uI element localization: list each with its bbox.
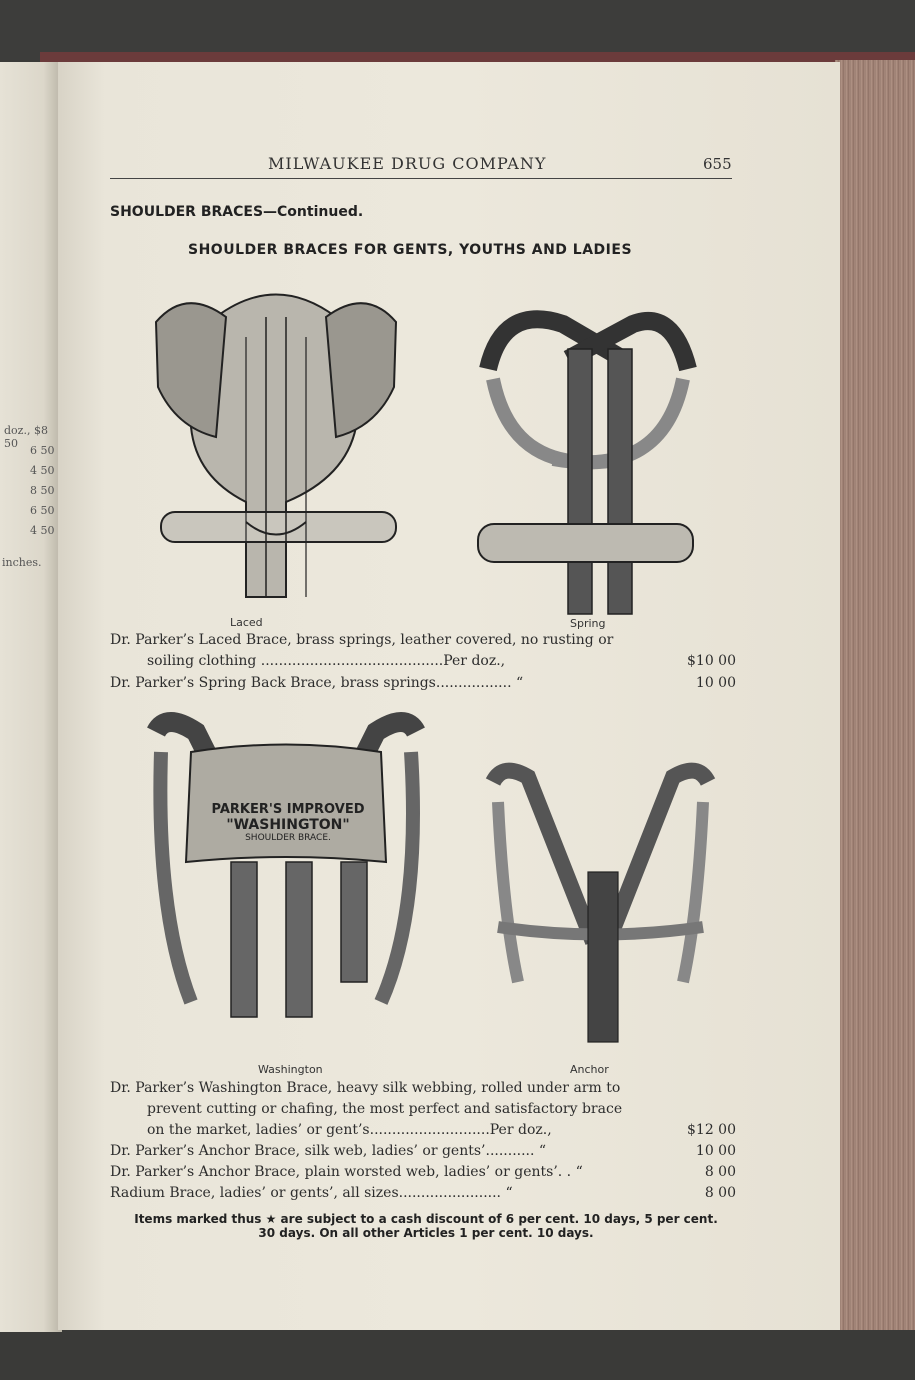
radium-brace-desc: Radium Brace, ladies’ or gents’, all sizes....................... “: [110, 1185, 513, 1201]
anchor-worsted-brace-desc: Dr. Parker’s Anchor Brace, plain worsted web, ladies’ or gents’. . “: [110, 1164, 583, 1180]
left-frag-2: 6 50: [30, 444, 55, 457]
running-header-title: MILWAUKEE DRUG COMPANY: [268, 154, 547, 173]
left-frag-3: 4 50: [30, 464, 55, 477]
washington-plate-line3: SHOULDER BRACE.: [245, 833, 331, 843]
anchor-silk-brace-desc: Dr. Parker’s Anchor Brace, silk web, ladies’ or gents’........... “: [110, 1143, 547, 1159]
discount-footnote: [110, 1212, 742, 1240]
anchor-silk-brace-price: 10 00: [695, 1143, 736, 1159]
left-frag-7: inches.: [2, 556, 42, 569]
discount-footnote-line1: Items marked thus ★ are subject to a cash discount of 6 per cent. 10 days, 5 per cent.: [134, 1212, 718, 1226]
catalog-page: [58, 62, 840, 1330]
page-number: 655: [703, 155, 732, 173]
anchor-worsted-brace-price: 8 00: [704, 1164, 736, 1180]
washington-plate-line2: "WASHINGTON": [226, 817, 350, 833]
laced-brace-illustration: [146, 277, 406, 612]
discount-footnote-line2: 30 days. On all other Articles 1 per cent. 10 days.: [258, 1226, 594, 1240]
scan-background: [0, 0, 915, 60]
washington-brace-desc-line2: prevent cutting or chafing, the most perfect and satisfactory brace: [147, 1101, 623, 1117]
book-page-edges: [835, 60, 915, 1330]
washington-brace-price: $12 00: [687, 1122, 736, 1138]
laced-brace-desc-line2: soiling clothing .........................................Per doz.,: [147, 653, 506, 669]
anchor-caption: Anchor: [570, 1063, 609, 1076]
washington-brace-desc-line1: Dr. Parker’s Washington Brace, heavy silk webbing, rolled under arm to: [110, 1080, 621, 1096]
laced-brace-price: $10 00: [687, 653, 736, 669]
laced-brace-desc-line1: Dr. Parker’s Laced Brace, brass springs, leather covered, no rusting or: [110, 632, 614, 648]
laced-caption: Laced: [230, 616, 263, 629]
washington-brace-illustration: [136, 712, 436, 1064]
spring-caption: Spring: [570, 617, 606, 630]
left-frag-4: 8 50: [30, 484, 55, 497]
radium-brace-price: 8 00: [704, 1185, 736, 1201]
spring-brace-desc: Dr. Parker’s Spring Back Brace, brass springs................. “: [110, 675, 524, 691]
header-rule: [110, 178, 732, 179]
left-frag-6: 4 50: [30, 524, 55, 537]
washington-plate-line1: PARKER'S IMPROVED: [211, 802, 365, 817]
left-page-fragment: [0, 62, 62, 1332]
left-frag-1: doz., $8 50: [4, 424, 48, 450]
washington-caption: Washington: [258, 1063, 323, 1076]
main-title: SHOULDER BRACES FOR GENTS, YOUTHS AND LADIES: [188, 242, 633, 258]
washington-brace-desc-line3: on the market, ladies’ or gent’s...........................Per doz.,: [147, 1122, 552, 1138]
spring-brace-illustration: [473, 299, 703, 619]
spring-brace-price: 10 00: [695, 675, 736, 691]
left-frag-5: 6 50: [30, 504, 55, 517]
section-title: SHOULDER BRACES—Continued.: [110, 204, 364, 220]
anchor-brace-illustration: [483, 762, 718, 1062]
